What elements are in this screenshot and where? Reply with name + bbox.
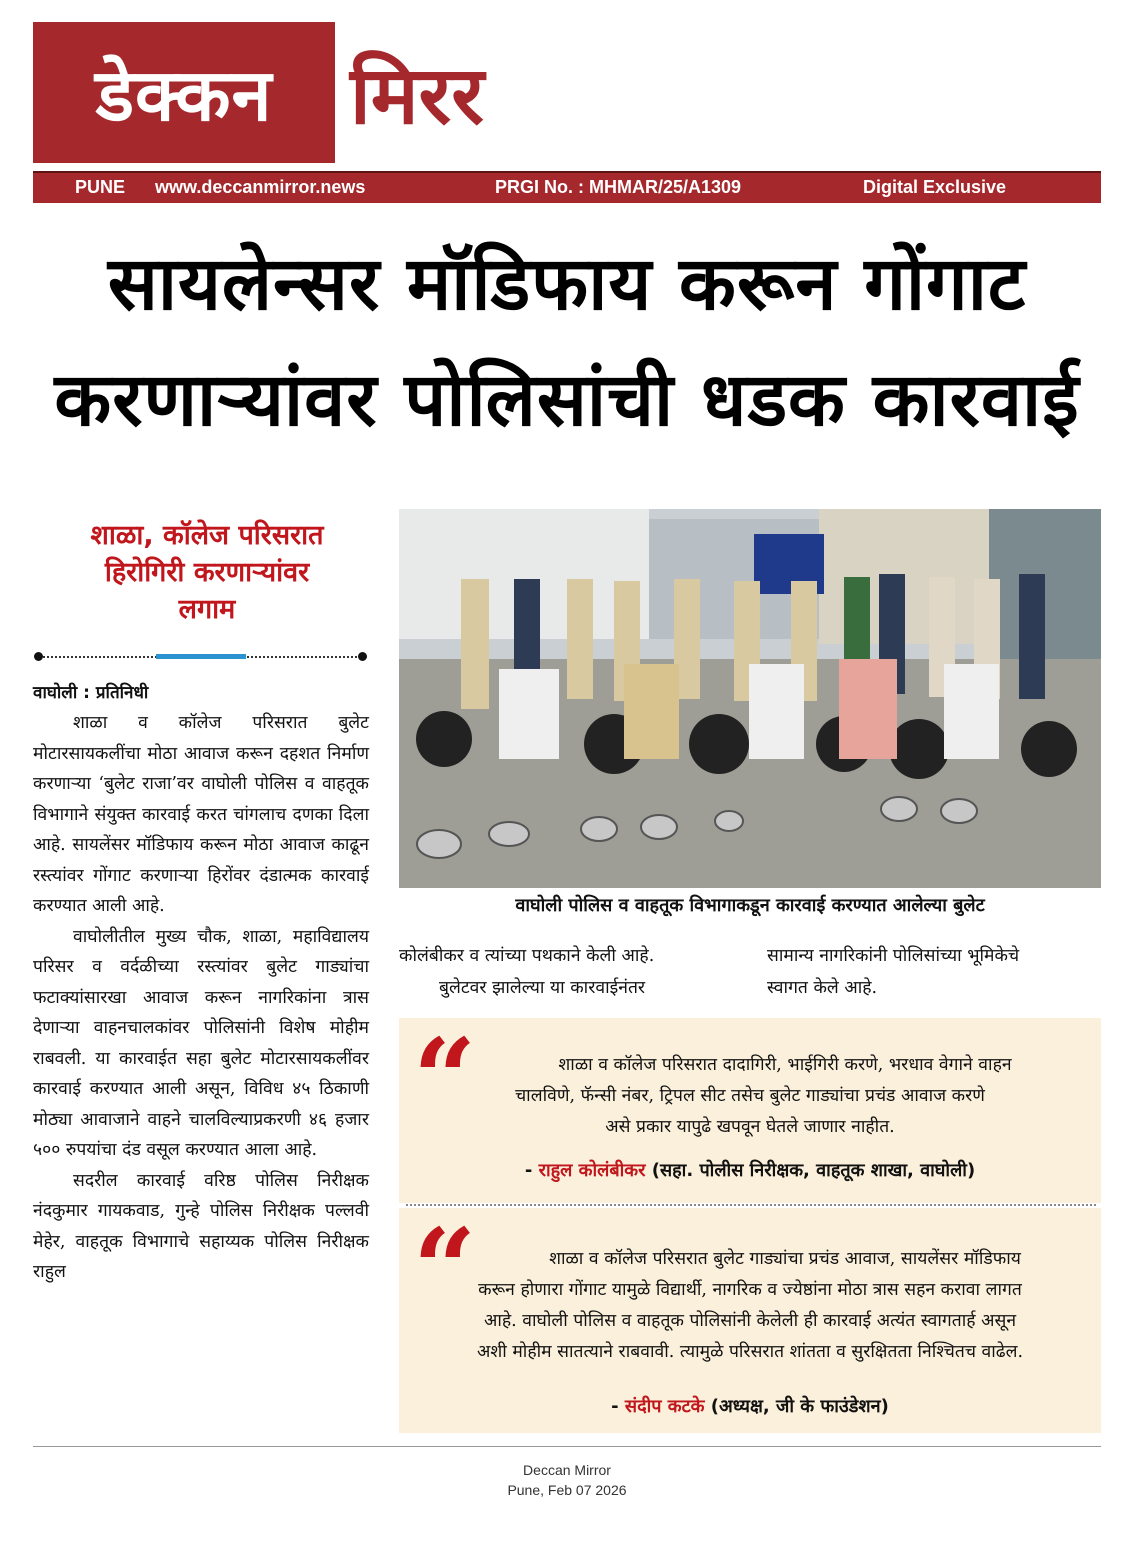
continuation-line: बुलेटवर झालेल्या या कारवाईनंतर [439,978,646,998]
subhead-line-1: शाळा, कॉलेज परिसरात [90,520,324,551]
quote-line: अशी मोहीम सातत्याने राबवावी. त्यामुळे परिसरात शांतता व सुरक्षितता निश्चितच वाढेल. [476,1342,1024,1362]
article-paragraph: सदरील कारवाई वरिष्ठ पोलिस निरीक्षक नंदकुमार गायकवाड, गुन्हे पोलिस निरीक्षक पल्लवी मेहेर, वाहतूक विभागाचे सहाय्यक पोलिस निरीक्षक राहुल [33,1170,369,1282]
article-paragraph: वाघोलीतील मुख्य चौक, शाळा, महाविद्यालय परिसर व वर्दळीच्या रस्त्यांवर बुलेट गाड्यांचा फटाक्यांसारखा आवाज करून नागरिकांना त्रास देणाऱ्या वाहनचालकांवर पोलिसांनी विशेष मोहीम राबवली. या कारवाईत सहा बुलेट मोटारसायकलींवर कारवाई करण्यात आली असून, विविध ४५ ठिकाणी मोठ्या आवाजाने वाहने चालविल्याप्रकरणी ४६ हजार ५०० रुपयांचा दंड वसूल करण्यात आला आहे. [33,926,369,1160]
news-photo [399,509,1101,888]
article-dateline: वाघोली : प्रतिनिधी [33,683,149,703]
footer-place-date: Pune, Feb 07 2026 [507,1482,627,1498]
article-subhead [33,517,381,628]
quote-line: आहे. वाघोली पोलिस व वाहतूक पोलिसांनी केलेली ही कारवाई अत्यंत स्वागतार्ह असून [483,1311,1017,1331]
quote-box-1 [399,1014,1101,1203]
quote-attribution [399,1394,1101,1418]
quote-line: चालविणे, फॅन्सी नंबर, ट्रिपल सीट तसेच बुलेट गाड्यांचा प्रचंड आवाज करणे [515,1086,985,1106]
quote-line: शाळा व कॉलेज परिसरात बुलेट गाड्यांचा प्रचंड आवाज, सायलेंसर मॉडिफाय [549,1249,1021,1269]
photo-illustration [399,509,1101,888]
attribution-role: (अध्यक्ष, जी के फाउंडेशन) [710,1396,889,1417]
attribution-dash: - [524,1160,533,1181]
quote-line: असे प्रकार यापुढे खपवून घेतले जाणार नाहीत. [605,1117,895,1137]
attribution-role: (सहा. पोलीस निरीक्षक, वाहतूक शाखा, वाघोली) [651,1160,976,1181]
headline-line-2: करणाऱ्यांवर पोलिसांची धडक कारवाई [54,357,1080,443]
masthead-logo-suffix: मिरर [350,49,484,142]
quote-line: करून होणारा गोंगाट यामुळे विद्यार्थी, नागरिक व ज्येष्ठांना मोठा त्रास सहन करावा लागत [478,1280,1022,1300]
headline-line-1: सायलेन्सर मॉडिफाय करून गोंगाट [107,241,1027,327]
divider-dot-right [358,652,367,661]
article-continuation-col-2 [767,940,1101,1004]
quote-attribution [399,1158,1101,1182]
attribution-name: संदीप कटके [624,1396,705,1417]
divider-dot-left [34,652,43,661]
divider-accent-bar [156,654,246,659]
masthead-info-bar [33,171,1101,203]
quote-text [413,1244,1087,1368]
footer-publication: Deccan Mirror [523,1462,611,1478]
prgi-number: PRGI No. : MHMAR/25/A1309 [495,177,742,197]
city-label: PUNE [75,177,126,197]
attribution-dash: - [611,1396,619,1417]
attribution-name: राहुल कोलंबीकर [538,1160,646,1181]
masthead-logo-text: डेक्कन [95,52,273,137]
quote-text [419,1050,1081,1143]
quote-mark-icon: “ [413,1204,477,1333]
edition-label: Digital Exclusive [863,177,1007,197]
quote-box-2 [399,1204,1101,1433]
article-continuation-col-1 [399,940,739,1004]
continuation-line: स्वागत केले आहे. [767,978,878,998]
subhead-line-3: लगाम [178,594,236,625]
quote-mark-icon: “ [413,1014,477,1143]
subhead-line-2: हिरोगिरी करणाऱ्यांवर [104,557,310,588]
website-link[interactable]: www.deccanmirror.news [155,177,366,197]
quote-line: शाळा व कॉलेज परिसरात दादागिरी, भाईगिरी करणे, भरधाव वेगाने वाहन [558,1055,1012,1075]
article-paragraph: शाळा व कॉलेज परिसरात बुलेट मोटारसायकलींचा मोठा आवाज करून दहशत निर्माण करणाऱ्या ‘बुलेट राजा’वर वाघोली पोलिस व वाहतूक विभागाने संयुक्त कारवाई करत चांगलाच दणका दिला आहे. सायलेंसर मॉडिफाय करून मोठा आवाज काढून रस्त्यांवर गोंगाट करणाऱ्या हिरोंवर दंडात्मक कारवाई करण्यात आली आहे. [33,713,369,916]
article-body [33,708,369,1288]
photo-caption: वाघोली पोलिस व वाहतूक विभागाकडून कारवाई करण्यात आलेल्या बुलेट [515,895,985,916]
continuation-line: सामान्य नागरिकांनी पोलिसांच्या भूमिकेचे [767,946,1020,966]
continuation-line: कोलंबीकर व त्यांच्या पथकाने केली आहे. [399,946,655,966]
quote-separator [406,1204,1096,1206]
footer-rule [33,1446,1101,1447]
page-headline [33,226,1101,458]
